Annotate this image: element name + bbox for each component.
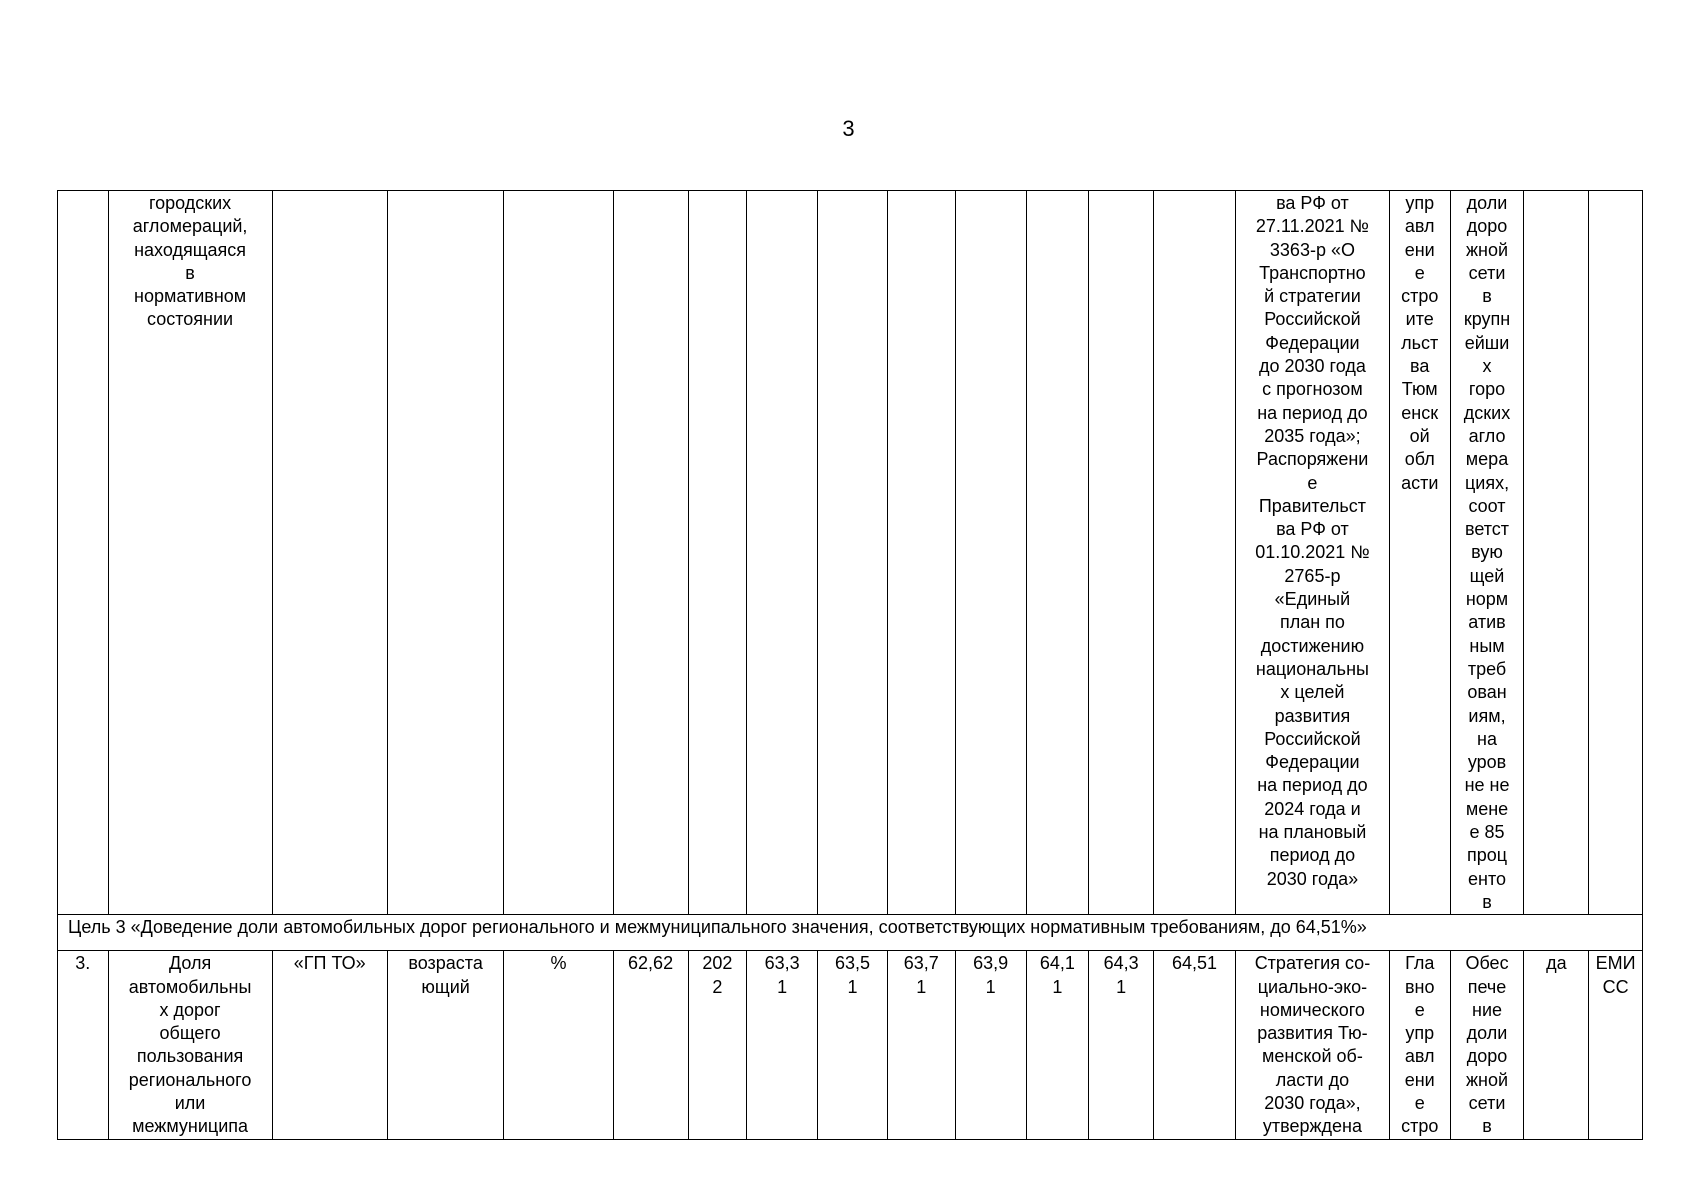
table-cell [1589,191,1643,915]
row-number-cell: 3. [58,951,109,1139]
table-cell [1026,191,1089,915]
table-cell [887,191,955,915]
table-cell [58,191,109,915]
document-basis-cell: Стратегия со- циально-эко- номического развития Тю- менской об- ласти до 2030 года», утверждена [1236,951,1390,1139]
goal-row [58,915,1643,951]
flag-cell: да [1524,951,1589,1139]
table-row-3 [58,951,1643,1139]
value-cell: 63,9 1 [955,951,1026,1139]
table-cell [387,191,503,915]
indicator-name-cell: городских агломераций, находящаяся в нормативном состоянии [108,191,272,915]
document-basis-cell: ва РФ от 27.11.2021 № 3363-р «О Транспортно й стратегии Российской Федерации до 2030 года с прогнозом на период до 2035 года»; Распоряжени е Правительст ва РФ от 01.10.2021 № 2765-р «Единый план по достижению национальны х целей развития Российской Федерации на период до 2024 года и на плановый период до 2030 года» [1236,191,1390,915]
link-cell: доли доро жной сети в крупн ейши х горо дских агло мера циях, соот ветст вую щей норм атив ным треб ован иям, на уров не не мене е 85 проц енто в [1450,191,1524,915]
value-cell: 64,1 1 [1026,951,1089,1139]
info-system-cell: ЕМИ СС [1589,951,1643,1139]
table-cell [1154,191,1236,915]
table-row-continued [58,191,1643,915]
table-cell [688,191,747,915]
value-cell: 63,3 1 [747,951,818,1139]
table-cell [1524,191,1589,915]
trend-cell: возраста ющий [387,951,503,1139]
responsible-cell: упр авл ени е стро ите льст ва Тюм енск ой обл асти [1389,191,1450,915]
page-number: 3 [842,116,855,141]
indicators-table [57,190,1643,1140]
value-cell: 64,3 1 [1089,951,1154,1139]
value-cell: 64,51 [1154,951,1236,1139]
level-cell: «ГП ТО» [272,951,387,1139]
indicator-name-cell: Доля автомобильны х дорог общего пользования регионального или межмуниципа [108,951,272,1139]
value-cell: 63,5 1 [818,951,888,1139]
table-cell [613,191,688,915]
link-cell: Обес пече ние доли доро жной сети в [1450,951,1524,1139]
table-cell [272,191,387,915]
base-value-cell: 62,62 [613,951,688,1139]
table-cell [747,191,818,915]
responsible-cell: Гла вно е упр авл ени е стро [1389,951,1450,1139]
table-cell [955,191,1026,915]
value-cell: 63,7 1 [887,951,955,1139]
unit-cell: % [504,951,613,1139]
table-cell [1089,191,1154,915]
table-cell [818,191,888,915]
base-year-cell: 202 2 [688,951,747,1139]
goal-text: Цель 3 «Доведение доли автомобильных дорог регионального и межмуниципального значения, соответствующих нормативным требованиям, до 64,51%» [58,915,1643,951]
table-cell [504,191,613,915]
